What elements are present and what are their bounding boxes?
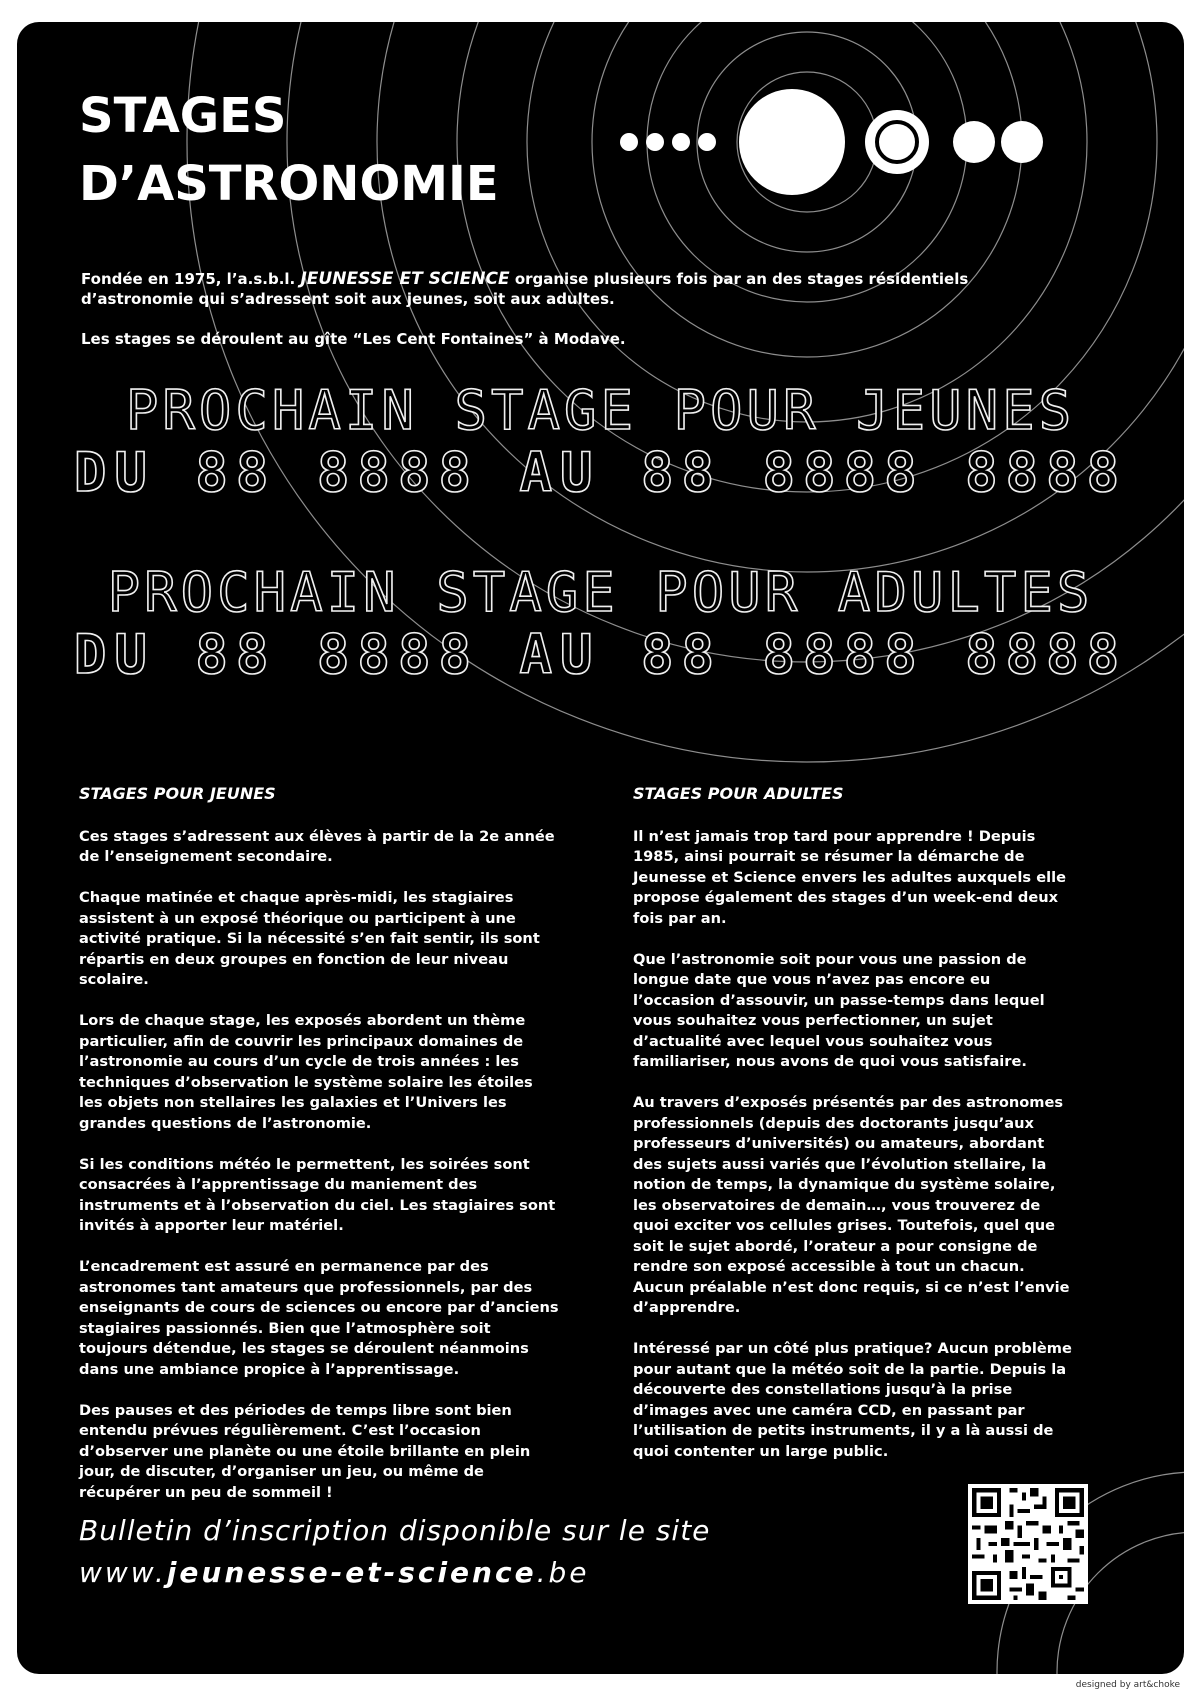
poster <box>17 22 1184 1674</box>
url-domain: jeunesse-et-science <box>166 1556 537 1589</box>
designer-credit: designed by art&choke <box>1075 1680 1180 1690</box>
website-link[interactable] <box>79 1552 710 1594</box>
title-line: STAGES <box>79 88 287 144</box>
youth-announcement-heading: PROCHAIN STAGE POUR JEUNES <box>125 379 1076 442</box>
url-prefix: www. <box>79 1556 167 1589</box>
brand-name: JEUNESSE ET SCIENCE <box>300 269 510 289</box>
url-suffix: .be <box>536 1556 590 1589</box>
youth-announcement-dates: DU 88 8888 AU 88 8888 8888 <box>73 441 1128 504</box>
adult-paragraph: Il n’est jamais trop tard pour apprendre ! Depuis 1985, ainsi pourrait se résumer la démarche de Jeunesse et Science envers les adultes auxquels elle propose également des stages d’un week-end deux fois par an. <box>633 827 1067 927</box>
intro-paragraph: Les stages se déroulent au gîte “Les Cent Fontaines” à Modave. <box>81 330 626 348</box>
intro-text: organise plusieurs fois par an des stages résidentiels d’astronomie qui s’adressent soit aux jeunes, soit aux adultes. <box>81 270 969 308</box>
youth-paragraph: Si les conditions météo le permettent, les soirées sont consacrées à l’apprentissage du maniement des instruments et à l’observation du ciel. Les stagiaires sont invités à apporter leur matériel. <box>79 1155 556 1234</box>
youth-section <box>79 784 559 1524</box>
youth-heading: STAGES POUR JEUNES <box>79 784 276 803</box>
adult-paragraph: Intéressé par un côté plus pratique? Aucun problème pour autant que la météo soit de la partie. Depuis la découverte des constellations jusqu’à la prise d’images avec une caméra CCD, en passant par l’utilisation de petits instruments, il y a là aussi de quoi contenter un large public. <box>633 1340 1072 1460</box>
qr-code[interactable] <box>968 1484 1088 1604</box>
youth-paragraph: Des pauses et des périodes de temps libre sont bien entendu prévues régulièrement. C’est l’occasion d’observer une planète ou une étoile brillante en plein jour, de discuter, d’organiser un jeu, ou même de récupérer un peu de sommeil ! <box>79 1401 531 1501</box>
page-title <box>79 82 499 218</box>
registration-note: Bulletin d’inscription disponible sur le site <box>79 1514 711 1547</box>
adult-heading: STAGES POUR ADULTES <box>633 784 844 803</box>
intro <box>81 269 1081 369</box>
youth-paragraph: L’encadrement est assuré en permanence par des astronomes tant amateurs que professionnels, par des enseignants de cours de sciences ou encore par d’anciens stagiaires passionnés. Bien que l’atmosphère soit toujours détendue, les stages se déroulent néanmoins dans une ambiance propice à l’apprentissage. <box>79 1258 559 1378</box>
intro-paragraph <box>81 269 1081 309</box>
youth-paragraph: Ces stages s’adressent aux élèves à partir de la 2e année de l’enseignement secondaire. <box>79 827 555 865</box>
title-line: D’ASTRONOMIE <box>79 156 499 212</box>
youth-paragraph: Lors de chaque stage, les exposés abordent un thème particulier, afin de couvrir les principaux domaines de l’astronomie au cours d’un cycle de trois années : les techniques d’observation le système solaire les étoiles les objets non stellaires les galaxies et l’Univers les grandes questions de l’astronomie. <box>79 1012 533 1132</box>
adult-announcement-dates: DU 88 8888 AU 88 8888 8888 <box>73 623 1128 686</box>
adult-paragraph: Que l’astronomie soit pour vous une passion de longue date que vous n’avez pas encore eu l’occasion d’assouvir, un passe-temps dans lequel vous souhaitez vous perfectionner, un sujet d’actualité avec lequel vous souhaitez vous familiariser, nous avons de quoi vous satisfaire. <box>633 950 1045 1070</box>
adult-paragraph: Au travers d’exposés présentés par des astronomes professionnels (depuis des doctorants jusqu’aux professeurs d’universités) ou amateurs, abordant des sujets aussi variés que l’évolution stellaire, la notion de temps, la dynamique du système solaire, les observatoires de demain…, vous trouverez de quoi exciter vos cellules grises. Toutefois, quel que soit le sujet abordé, l’orateur a pour consigne de rendre son exposé accessible à tout un chacun. Aucun préalable n’est donc requis, si ce n’est l’envie d’apprendre. <box>633 1094 1070 1316</box>
adult-section <box>633 784 1073 1483</box>
footer <box>79 1510 710 1594</box>
adult-announcement-heading: PROCHAIN STAGE POUR ADULTES <box>107 561 1094 624</box>
intro-text: Fondée en 1975, l’a.s.b.l. <box>81 270 296 288</box>
youth-paragraph: Chaque matinée et chaque après-midi, les stagiaires assistent à un exposé théorique ou participent à une activité pratique. Si la nécessité s’en fait sentir, ils sont répartis en deux groupes en fonction de leur niveau scolaire. <box>79 889 540 988</box>
